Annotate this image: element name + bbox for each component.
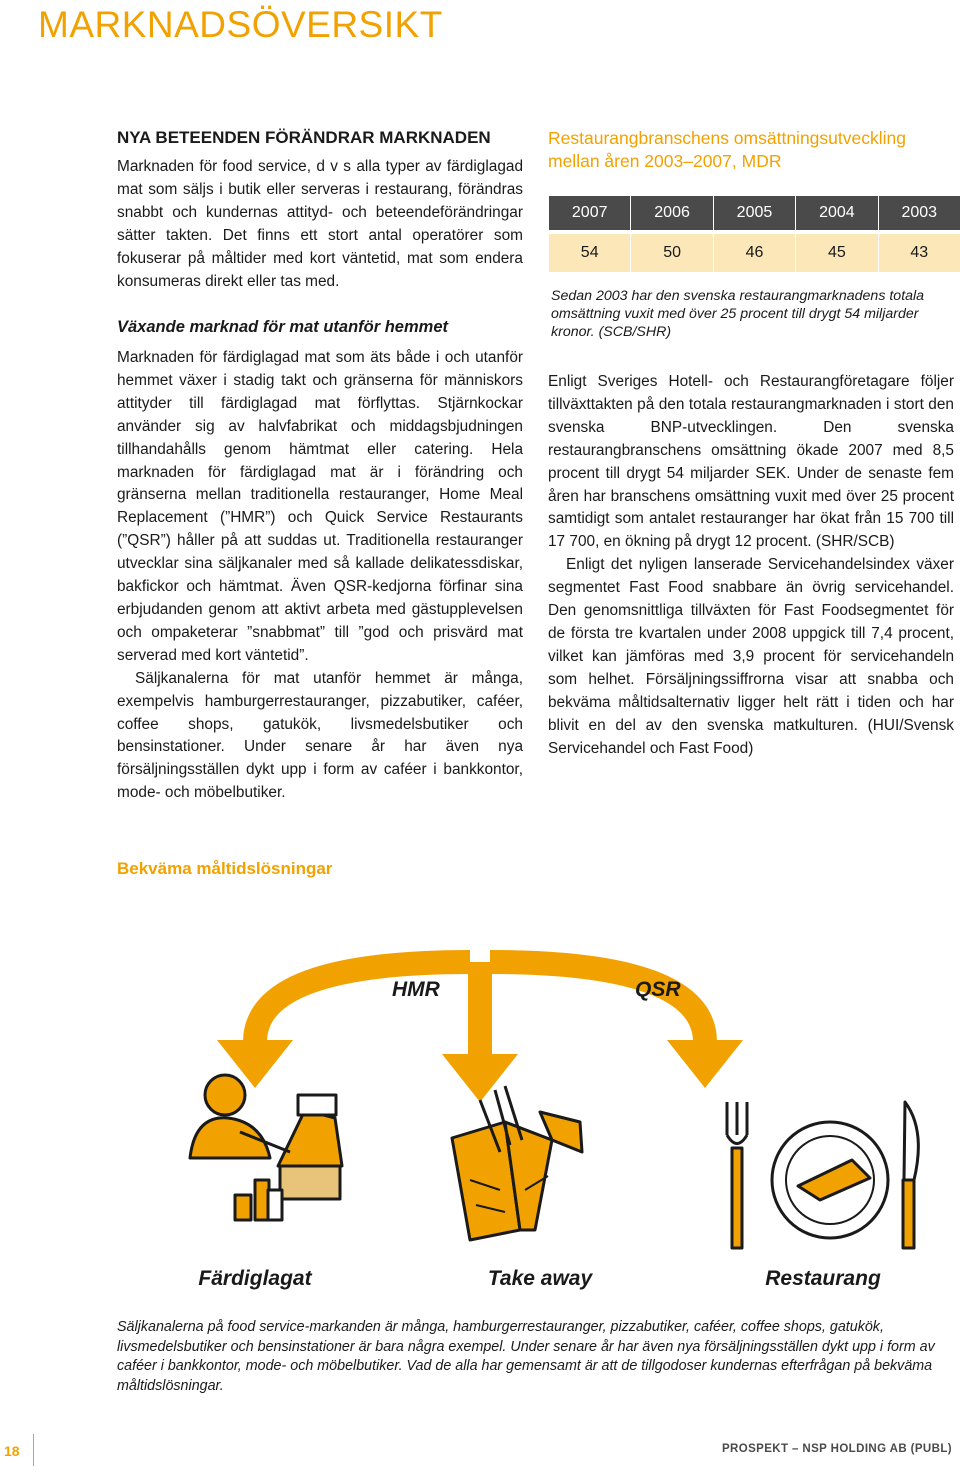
cashier-illustration-icon — [190, 1075, 342, 1220]
footer-divider — [33, 1434, 34, 1466]
value-cell: 45 — [795, 230, 877, 272]
takeaway-box-icon — [452, 1086, 582, 1240]
diagram-title: Bekväma måltidslösningar — [117, 859, 333, 878]
year-cell: 2005 — [713, 196, 795, 230]
meal-solutions-diagram — [0, 890, 960, 1310]
year-cell: 2004 — [795, 196, 877, 230]
category-label: Färdiglagat — [198, 1267, 312, 1290]
intro-paragraph — [117, 156, 523, 293]
value-cell: 54 — [549, 230, 630, 272]
figure-caption: Säljkanalerna på food service-markanden är många, hamburgerrestauranger, pizzabutiker, caféer, coffee shops, gatukök, livsmedelsbutiker och bensinstationer är bara några exempel. Under senare år har även nya försäljningsställen dykt upp i form av caféer i bankkontor, mode- och möbelbutiker. Vad de alla har gemensamt är att de tillgodoser kundernas efterfrågan på bekväma måltidslösningar. — [117, 1319, 935, 1394]
right-arrow-head — [667, 1040, 743, 1088]
year-cell: 2007 — [549, 196, 630, 230]
arc-label-qsr: QSR — [635, 978, 681, 1001]
body-paragraph: Säljkanalerna för mat utanför hemmet är många, exempelvis hamburgerrestauranger, pizzabutiker, caféer, coffee shops, gatukök, livsmedelsbutiker och bensinstationer. Under senare år har även nya försäljningsställen dykt upp i form av caféer i bankkontor, mode- och möbelbutiker. — [117, 669, 523, 802]
right-body-text — [548, 371, 954, 760]
revenue-table — [549, 196, 960, 272]
value-cell: 46 — [713, 230, 795, 272]
year-cell: 2006 — [630, 196, 712, 230]
left-body-text — [117, 347, 523, 805]
body-paragraph: Marknaden för färdiglagad mat som äts både i och utanför hemmet växer i stadig takt och gränserna för människors attityder till färdiglagad mat förflyttas. Stjärnkockar använder sig av halvfabrikat och middagsbjudningen tillhandahålls genom hämtmat eller catering. Hela marknaden för färdiglagad mat är i förändring och gränserna mellan traditionella restauranger, Home Meal Replacement (”HMR”) och Quick Service Restaurants (”QSR”) håller på att suddas ut. Traditionella restauranger utvecklar sina säljkanaler med så kallade delikatessdiskar, bakfickor och hämtmat. Även QSR-kedjorna förfinar sina erbjudanden genom att aktivt arbeta med gästupplevelsen och ompaketerar ”snabbmat” till ”god och prisvärd mat serverad med kort väntetid”. — [117, 349, 523, 664]
category-label: Restaurang — [765, 1267, 881, 1290]
body-paragraph: Enligt Sveriges Hotell- och Restaurangföretagare följer tillväxttakten på den totala restaurangmarknaden i stort den svenska BNP-utvecklingen. Den svenska restaurangbranschens omsättning ökade 2007 med 8,5 procent till drygt 54 miljarder SEK. Under de senaste fem åren har branschens omsättning vuxit med över 25 procent samtidigt som antalet restauranger har ökat från 15 700 till 17 700, en ökning på drygt 12 procent. (SHR/SCB) — [548, 373, 954, 551]
plate-fork-knife-icon — [727, 1102, 918, 1248]
table-value-row — [549, 230, 960, 272]
page-title: MARKNADSÖVERSIKT — [38, 4, 443, 45]
table-header-row — [549, 196, 960, 230]
category-label: Take away — [487, 1267, 593, 1290]
value-cell: 43 — [878, 230, 960, 272]
footer-text: PROSPEKT – NSP HOLDING AB (PUBL) — [721, 1443, 952, 1455]
table-title: Restaurangbranschens omsättningsutveckling mellan åren 2003–2007, MDR — [548, 128, 906, 171]
year-cell: 2003 — [878, 196, 960, 230]
subheading: Växande marknad för mat utanför hemmet — [117, 318, 448, 336]
intro-text: Marknaden för food service, d v s alla typer av färdiglagad mat som säljs i butik eller serveras i restaurang, förändras snabbt och kundernas attityd- och beteendeförändringar sätter takten. Det finns ett stort antal operatörer som fokuserar på måltider med kort väntetid, mat som endera konsumeras direkt eller tas med. — [117, 158, 523, 290]
right-arc — [490, 962, 705, 1042]
arc-arrows — [255, 962, 705, 1058]
table-note: Sedan 2003 har den svenska restaurangmarknadens totala omsättning vuxit med över 25 procent till drygt 54 miljarder kronor. (SCB/SHR) — [551, 288, 925, 340]
left-arc — [255, 962, 470, 1042]
arc-label-hmr: HMR — [392, 978, 440, 1001]
body-paragraph: Enligt det nyligen lanserade Servicehandelsindex växer segmentet Fast Food snabbare än övrig servicehandel. Den genomsnittliga tillväxten för Fast Foodsegmentet för de första tre kvartalen under 2008 uppgick till 7,4 procent, vilket kan jämföras med 3,9 procent för servicehandeln som helhet. Försäljningssiffrorna visar att snabba och bekväma måltidsalternativ ligger helt rätt i tiden och har blivit en del av den svenska matkulturen. (HUI/Svensk Servicehandel och Fast Food) — [548, 556, 954, 757]
page-number: 18 — [4, 1443, 20, 1459]
section-heading: NYA BETEENDEN FÖRÄNDRAR MARKNADEN — [117, 128, 491, 147]
value-cell: 50 — [630, 230, 712, 272]
